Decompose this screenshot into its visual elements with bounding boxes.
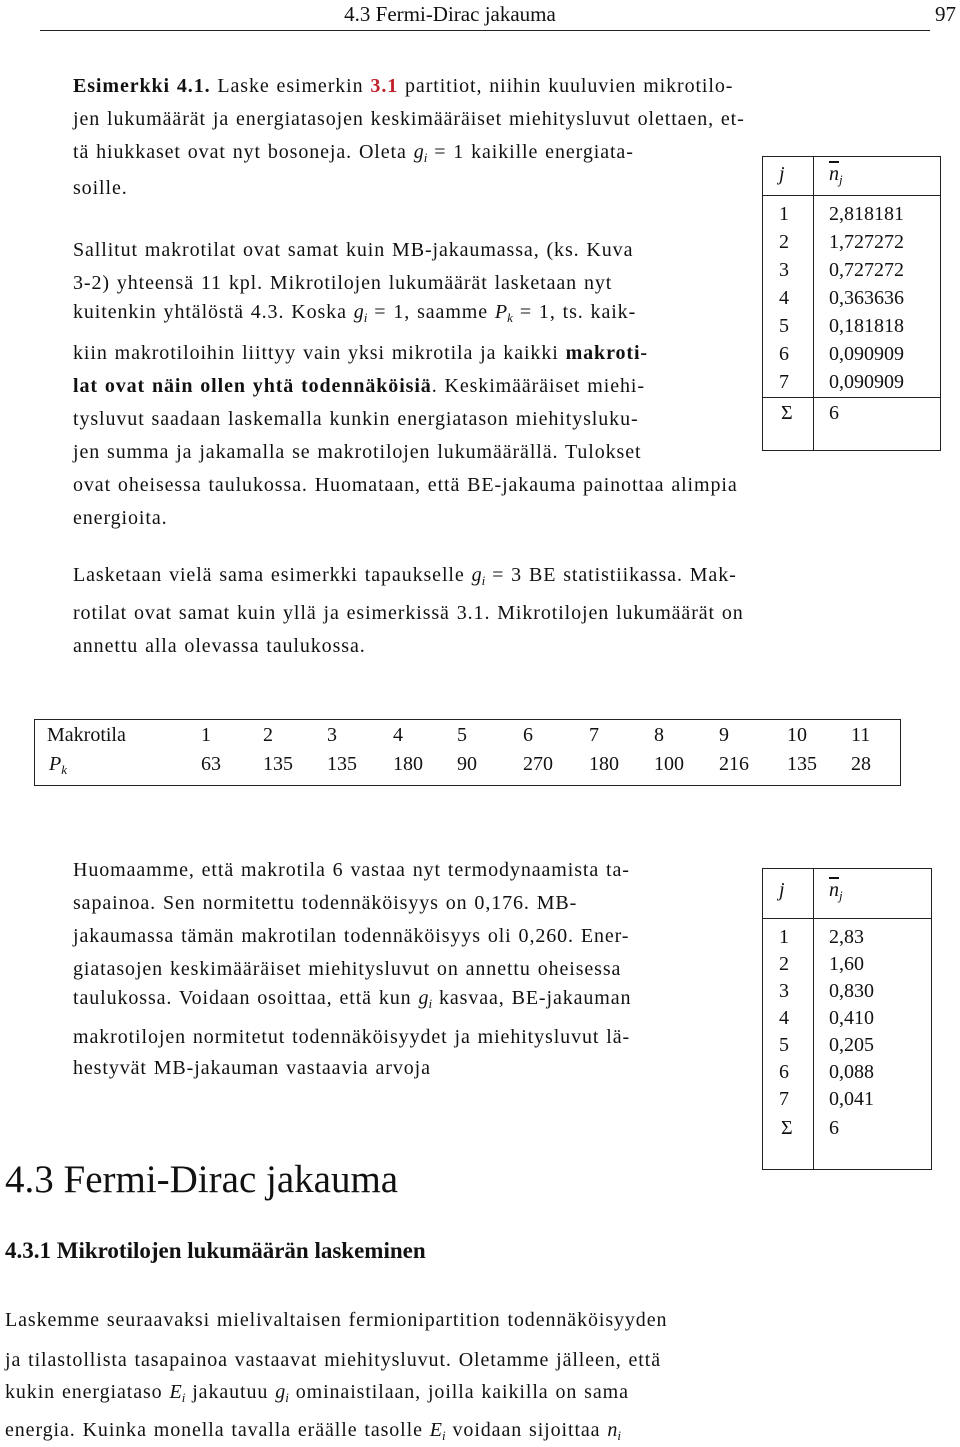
level-index: 4: [779, 287, 789, 309]
row-label-macrostate: Makrotila: [47, 724, 126, 746]
macrostate-table: [34, 719, 901, 786]
microstate-count: 216: [719, 753, 749, 775]
level-index: 7: [779, 1088, 789, 1110]
level-index: 5: [779, 315, 789, 337]
column-header-n: $\overline{n}_j$: [829, 163, 843, 187]
level-index: 6: [779, 1061, 789, 1083]
occupation-value: 0,090909: [829, 343, 904, 365]
occupation-value: 0,041: [829, 1088, 874, 1110]
column-header-j: j: [779, 163, 785, 185]
microstate-count: 100: [654, 753, 684, 775]
sum-value: 6: [829, 402, 839, 424]
microstate-count: 270: [523, 753, 553, 775]
macrostate-number: 10: [787, 724, 807, 746]
occupation-value: 0,363636: [829, 287, 904, 309]
macrostate-number: 11: [851, 724, 871, 746]
macrostate-number: 1: [201, 724, 211, 746]
macrostate-number: 6: [523, 724, 533, 746]
macrostate-number: 9: [719, 724, 729, 746]
level-index: 6: [779, 343, 789, 365]
microstate-count: 135: [263, 753, 293, 775]
occupation-value: 1,60: [829, 953, 864, 975]
column-header-j: j: [779, 879, 785, 901]
subsection-title: 4.3.1 Mikrotilojen lukumäärän laskeminen: [5, 1238, 426, 1263]
macrostate-number: 5: [457, 724, 467, 746]
level-index: 1: [779, 926, 789, 948]
occupation-value: 0,727272: [829, 259, 904, 281]
macrostate-number: 8: [654, 724, 664, 746]
microstate-count: 180: [589, 753, 619, 775]
microstate-count: 90: [457, 753, 477, 775]
level-index: 3: [779, 980, 789, 1002]
microstate-count: 135: [327, 753, 357, 775]
sum-value: 6: [829, 1117, 839, 1139]
level-index: 2: [779, 953, 789, 975]
occupation-value: 0,181818: [829, 315, 904, 337]
occupation-value: 0,205: [829, 1034, 874, 1056]
section-title: 4.3 Fermi-Dirac jakauma: [5, 1158, 399, 1201]
level-index: 2: [779, 231, 789, 253]
macrostate-number: 4: [393, 724, 403, 746]
microstate-count: 135: [787, 753, 817, 775]
row-label-pk: $P_k$: [49, 753, 67, 777]
running-header-title: 4.3 Fermi-Dirac jakauma: [344, 2, 556, 26]
occupation-table-g3: [762, 868, 932, 1170]
sum-label: Σ: [781, 402, 793, 424]
level-index: 5: [779, 1034, 789, 1056]
macrostate-number: 7: [589, 724, 599, 746]
example-label: Esimerkki 4.1.: [73, 75, 211, 97]
occupation-value: 0,830: [829, 980, 874, 1002]
macrostate-number: 2: [263, 724, 273, 746]
occupation-value: 2,818181: [829, 203, 904, 225]
header-rule: [40, 30, 930, 31]
occupation-value: 0,088: [829, 1061, 874, 1083]
level-index: 3: [779, 259, 789, 281]
occupation-table-g1: [762, 156, 941, 451]
macrostate-number: 3: [327, 724, 337, 746]
level-index: 1: [779, 203, 789, 225]
math-g: g: [413, 141, 424, 163]
microstate-count: 180: [393, 753, 423, 775]
example-reference: 3.1: [370, 75, 399, 97]
level-index: 4: [779, 1007, 789, 1029]
occupation-value: 2,83: [829, 926, 864, 948]
page-number: 97: [935, 2, 956, 26]
column-header-n: $\overline{n}_j$: [829, 879, 843, 903]
microstate-count: 28: [851, 753, 871, 775]
sum-label: Σ: [781, 1117, 793, 1139]
occupation-value: 0,410: [829, 1007, 874, 1029]
occupation-value: 1,727272: [829, 231, 904, 253]
microstate-count: 63: [201, 753, 221, 775]
occupation-value: 0,090909: [829, 371, 904, 393]
level-index: 7: [779, 371, 789, 393]
